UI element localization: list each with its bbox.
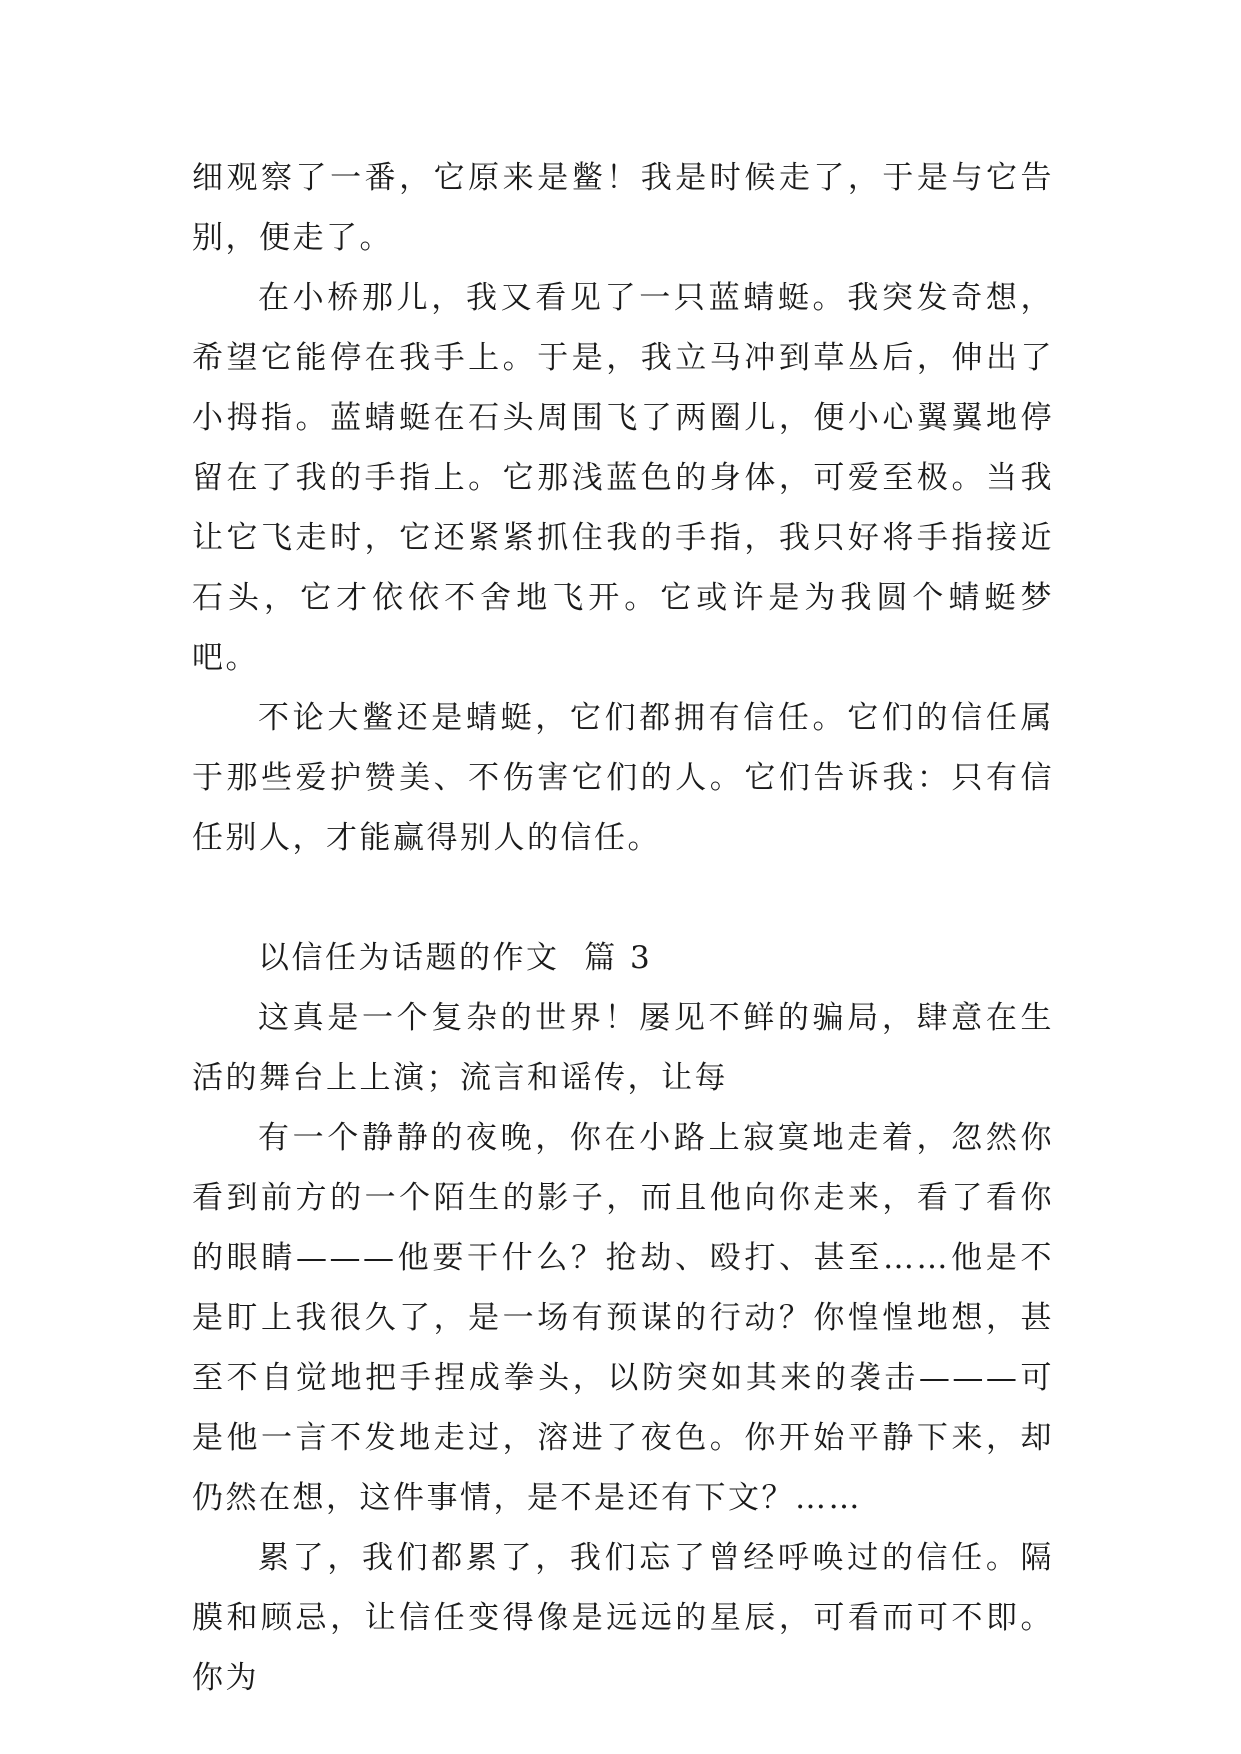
paragraph: 有一个静静的夜晚，你在小路上寂寞地走着，忽然你看到前方的一个陌生的影子，而且他向你走来，看了看你的眼睛———他要干什么？抢劫、殴打、甚至……他是不是盯上我很久了，是一场有预谋的行动？你惶惶地想，甚至不自觉地把手捏成拳头，以防突如其来的袭击———可是他一言不发地走过，溶进了夜色。你开始平静下来，却仍然在想，这件事情，是不是还有下文？…… — [192, 1120, 1054, 1516]
paragraph: 累了，我们都累了，我们忘了曾经呼唤过的信任。隔膜和顾忌，让信任变得像是远远的星辰，可看而可不即。你为 — [192, 1540, 1054, 1696]
paragraph: 细观察了一番，它原来是鳖！我是时候走了，于是与它告别，便走了。 — [192, 160, 1054, 256]
paragraph: 在小桥那儿，我又看见了一只蓝蜻蜓。我突发奇想，希望它能停在我手上。于是，我立马冲到草丛后，伸出了小拇指。蓝蜻蜓在石头周围飞了两圈儿，便小心翼翼地停留在了我的手指上。它那浅蓝色的身体，可爱至极。当我让它飞走时，它还紧紧抓住我的手指，我只好将手指接近石头，它才依依不舍地飞开。它或许是为我圆个蜻蜓梦吧。 — [192, 280, 1054, 676]
section-title: 以信任为话题的作文 篇 3 — [258, 940, 653, 976]
document-page — [192, 148, 1054, 1708]
paragraph: 这真是一个复杂的世界！屡见不鲜的骗局，肆意在生活的舞台上上演；流言和谣传，让每 — [192, 1000, 1054, 1096]
paragraph: 不论大鳖还是蜻蜓，它们都拥有信任。它们的信任属于那些爱护赞美、不伤害它们的人。它们告诉我：只有信任别人，才能赢得别人的信任。 — [192, 700, 1054, 856]
section-gap — [192, 868, 1054, 928]
